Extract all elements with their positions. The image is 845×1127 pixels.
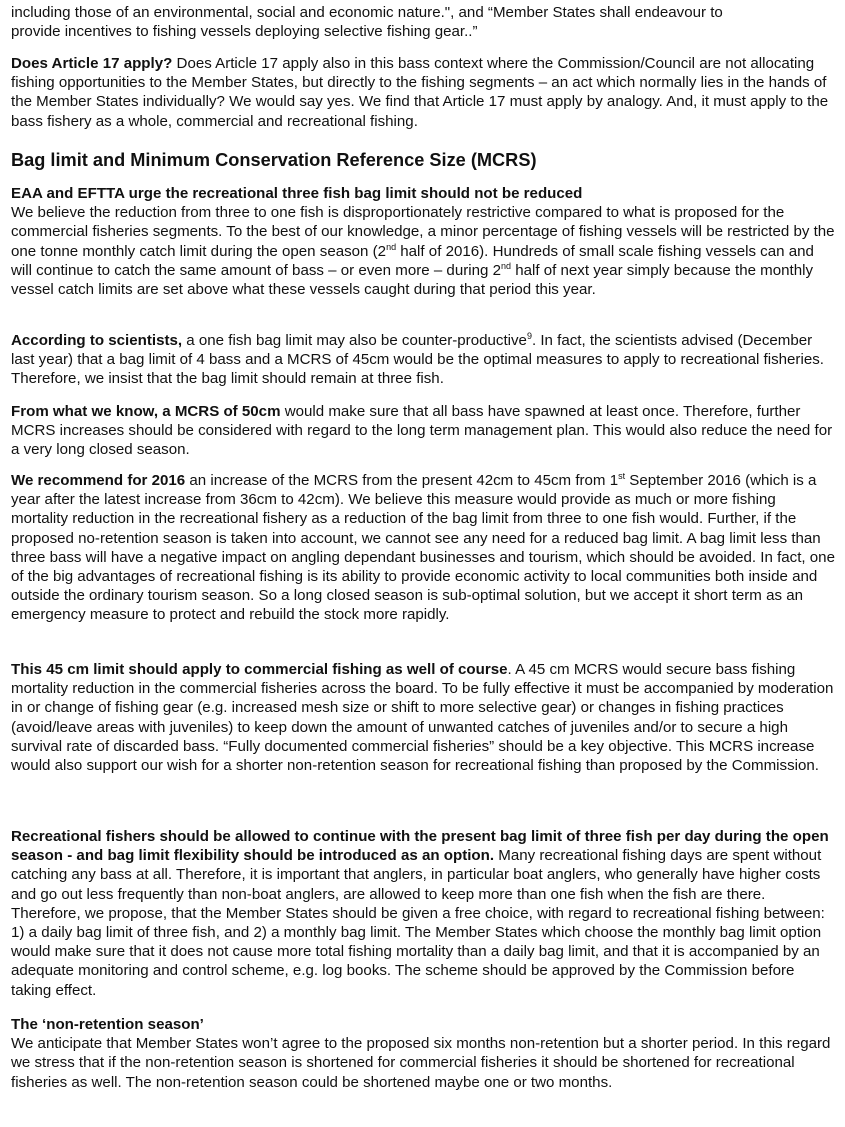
recommend-lead: We recommend for 2016 (11, 472, 186, 489)
recommend-text-2: September 2016 (which is a year after the latest increase from 36cm to 42cm). We believe this measure would provide as much or more fishing mortality reduction in the recreational fishery as a reduction of the bag limit from three to one fish would. Further, if the proposed no-retention season is taken into account, we cannot see any need for a reduced bag limit. A bag limit less than three bass will have a negative impact on angling dependant businesses and tourism, which should be avoided. In fact, one of the big advantages of recreational fishing is its ability to provide economic activity to local communities both inside and outside the ordinary tourism season. So a long closed season is sub-optimal solution, but we accept it short term as an emergency measure to protect and rebuild the stock more rapidly. (11, 472, 835, 624)
scientists-paragraph (11, 331, 837, 389)
eaa-sup-1: nd (386, 241, 397, 252)
mcrs50-lead: From what we know, a MCRS of 50cm (11, 403, 281, 420)
article17-text: Does Article 17 apply also in this bass context where the Commission/Council are not allocating fishing opportunities to the Member States, but directly to the fishing segments – an act which normally lies in the hands of the Member States individually? We would say yes. We find that Article 17 must apply by analogy. And, it must apply to the bass fishery as a whole, commercial and recreational fishing. (11, 55, 829, 130)
section-heading: Bag limit and Minimum Conservation Reference Size (MCRS) (11, 150, 537, 170)
eaa-text-2: half of 2016). Hundreds of small scale fishing vessels can and will continue to catch the same amount of bass – or even more – during 2 (11, 242, 814, 279)
recreational-text: Many recreational fishing days are spent without catching any bass at all. Therefore, it is important that anglers, in particular boat anglers, who generally have higher costs and go out less frequently than non-boat anglers, are allowed to keep more than one fish when the fish are there. Therefore, we propose, that the Member States should be given a free choice, with regard to recreational fishing between: 1) a daily bag limit of three fish, and 2) a monthly bag limit. The Member States which choose the monthly bag limit option would make sure that it does not cause more total fishing mortality than a daily bag limit, and that it is accompanied by an adequate monitoring and control scheme, e.g. log books. The scheme should be approved by the Commission before taking effect. (11, 847, 825, 999)
mcrs50-paragraph (11, 402, 837, 460)
recreational-lead: Recreational fishers should be allowed to continue with the present bag limit of three fish per day during the open season - and bag limit flexibility should be introduced as an option. (11, 828, 829, 865)
scientists-lead: According to scientists, (11, 332, 183, 349)
recommend-sup: st (618, 471, 626, 481)
eaa-heading: EAA and EFTTA urge the recreational three fish bag limit should not be reduced (11, 185, 583, 202)
scientists-text-1: a one fish bag limit may also be counter-productive (182, 332, 527, 349)
eaa-text-3: half of next year simply because the monthly vessel catch limits are set above what these vessels caught during that period this year. (11, 261, 814, 299)
recreational-paragraph (11, 827, 837, 1000)
intro-line-1: including those of an environmental, social and economic nature.", and “Member States shall endeavour to (11, 4, 723, 21)
intro-line-2: provide incentives to fishing vessels deploying selective fishing gear..” (11, 23, 478, 41)
article17-lead: Does Article 17 apply? (11, 55, 173, 72)
eaa-sup-2: nd (500, 260, 511, 271)
recommend-text-1: an increase of the MCRS from the present 42cm to 45cm from 1 (185, 472, 619, 489)
article17-paragraph (11, 54, 837, 131)
recommend-paragraph (11, 471, 837, 625)
limit45-text: . A 45 cm MCRS would secure bass fishing mortality reduction in the commercial fisheries across the board. To be fully effective it must be accompanied by moderation in or change of fishing gear (e.g. increased mesh size or shift to more selective gear) or changes in fishing practices (avoid/leave areas with juveniles) to keep down the amount of unwanted catches of juveniles and/or to secure a high survival rate of discarded bass. “Fully documented commercial fisheries” should be a key objective. This MCRS increase would also support our wish for a shorter non-retention season for recreational fishing than proposed by the Commission. (11, 661, 834, 775)
eaa-paragraph (11, 184, 837, 299)
nonretention-heading: The ‘non-retention season’ (11, 1016, 204, 1033)
nonretention-text: We anticipate that Member States won’t agree to the proposed six months non-retention but a shorter period. In this regard we stress that if the non-retention season is shortened for commercial fisheries it should be shortened for recreational fisheries as well. The non-retention season could be shortened maybe one or two months. (11, 1035, 831, 1091)
limit45-paragraph (11, 660, 837, 775)
nonretention-paragraph (11, 1015, 837, 1092)
limit45-lead: This 45 cm limit should apply to commercial fishing as well of course (11, 661, 508, 678)
eaa-text-1: We believe the reduction from three to one fish is disproportionately restrictive compared to what is proposed for the commercial fisheries segments. To the best of our knowledge, a minor percentage of fishing vessels will be restricted by the one tonne monthly catch limit during the open season (2 (11, 204, 835, 260)
scientists-text-2: . In fact, the scientists advised (December last year) that a bag limit of 4 bass and a MCRS of 45cm would be the optimal measures to apply to recreational fisheries. Therefore, we insist that the bag limit should remain at three fish. (11, 332, 824, 388)
mcrs50-text: would make sure that all bass have spawned at least once. Therefore, further MCRS increases should be considered with regard to the long term management plan. This would also reduce the need for a very long closed season. (11, 403, 833, 459)
footnote-marker: 9 (526, 331, 532, 341)
intro-paragraph (11, 3, 837, 41)
